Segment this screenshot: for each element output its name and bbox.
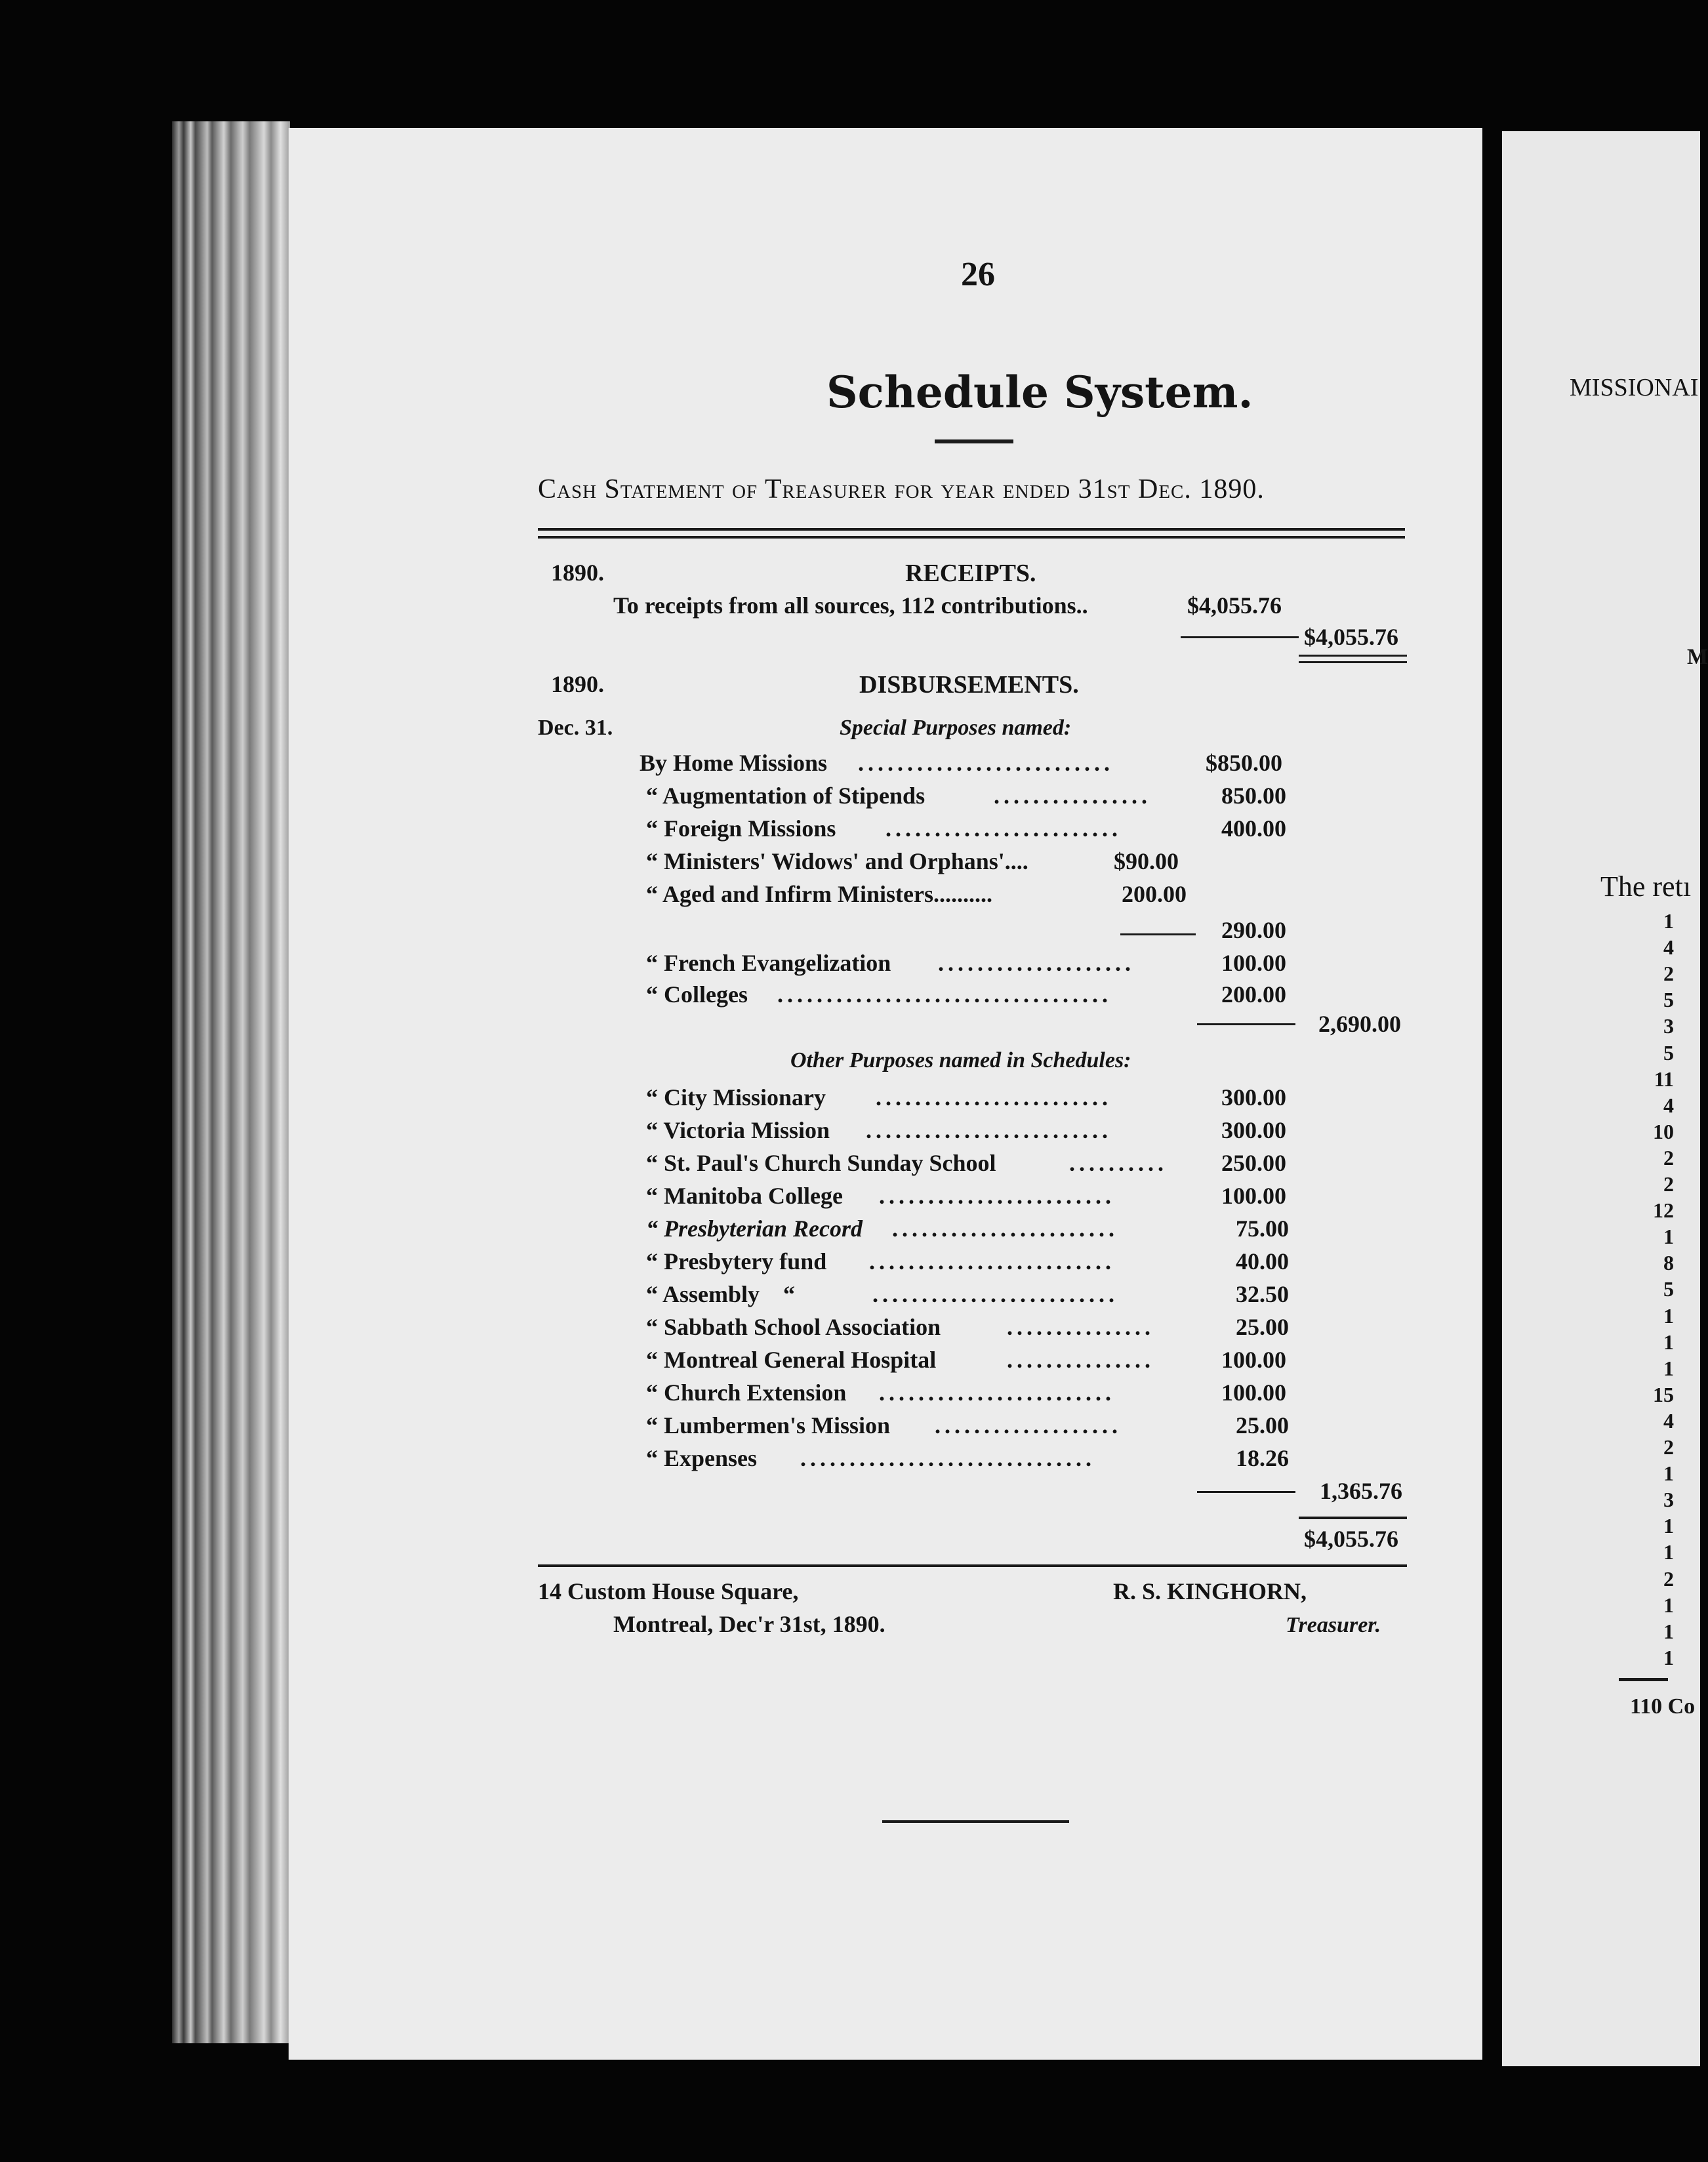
- signatory-name: R. S. KINGHORN,: [1113, 1578, 1307, 1604]
- special-item-amount: 400.00: [1221, 815, 1286, 842]
- other-total: 1,365.76: [1320, 1478, 1402, 1504]
- facing-page-number: 1: [1663, 1514, 1674, 1538]
- receipts-year: 1890.: [551, 560, 604, 586]
- leader-dots: ........................: [879, 1379, 1115, 1406]
- facing-page-number: 1: [1663, 1303, 1674, 1328]
- leader-dots: ........................: [876, 1084, 1112, 1111]
- book-edge: [172, 121, 290, 2043]
- page-number: 26: [961, 256, 995, 293]
- other-item-amount: 250.00: [1221, 1150, 1286, 1176]
- other-item-label: “ Expenses: [646, 1445, 758, 1471]
- address-line-1: 14 Custom House Square,: [538, 1578, 799, 1604]
- other-item-label: “ Victoria Mission: [646, 1117, 830, 1143]
- special-item-label: By Home Missions: [640, 750, 828, 776]
- special-item-label: “ Augmentation of Stipends: [646, 783, 925, 809]
- facing-page-number: 1: [1663, 1619, 1674, 1643]
- other-item-amount: 100.00: [1221, 1347, 1286, 1373]
- facing-page-footer: 110 Co: [1630, 1694, 1696, 1719]
- other-item-amount: 25.00: [1236, 1412, 1289, 1438]
- double-rule-bottom: [538, 536, 1405, 539]
- special-item-sub-amount: $90.00: [1114, 848, 1179, 874]
- subtotal-rule: [1120, 933, 1196, 935]
- leader-dots: ..............................: [800, 1445, 1095, 1471]
- facing-page-number: 10: [1653, 1119, 1674, 1143]
- facing-page-number: 2: [1663, 1145, 1674, 1170]
- receipts-heading: RECEIPTS.: [905, 560, 1036, 587]
- other-item-amount: 25.00: [1236, 1314, 1289, 1340]
- main-page: [289, 128, 1482, 2060]
- leader-dots: .........................: [866, 1117, 1112, 1143]
- other-total-rule: [1197, 1491, 1295, 1493]
- facing-page-number: 8: [1663, 1251, 1674, 1275]
- facing-page-number: 5: [1663, 1277, 1674, 1301]
- signatory-title: Treasurer.: [1286, 1613, 1381, 1637]
- facing-page-number: 2: [1663, 1435, 1674, 1459]
- special-item-label: “ Foreign Missions: [646, 815, 836, 842]
- end-rule: [882, 1820, 1069, 1823]
- leader-dots: ..........................: [858, 750, 1114, 776]
- facing-page-number: 2: [1663, 1172, 1674, 1196]
- facing-page-number: 1: [1663, 909, 1674, 933]
- other-item-label: “ Montreal General Hospital: [646, 1347, 937, 1373]
- other-item-label: “ Presbyterian Record: [646, 1215, 863, 1242]
- other-item-amount: 75.00: [1236, 1215, 1289, 1242]
- other-item-amount: 18.26: [1236, 1445, 1289, 1471]
- facing-page-number: 1: [1663, 1540, 1674, 1564]
- other-item-label: “ Lumbermen's Mission: [646, 1412, 891, 1438]
- special-item-amount: 850.00: [1221, 783, 1286, 809]
- facing-page-number: 12: [1653, 1198, 1674, 1223]
- other-item-label: “ Church Extension: [646, 1379, 847, 1406]
- receipts-total-rule-2: [1299, 661, 1407, 663]
- title-underline: [935, 439, 1013, 443]
- facing-page-number: 11: [1654, 1067, 1674, 1091]
- facing-page-number: 1: [1663, 1356, 1674, 1380]
- facing-page: [1502, 131, 1708, 2066]
- facing-page-number: 2: [1663, 962, 1674, 986]
- page-title: Schedule System.: [826, 367, 1253, 418]
- special-item-label: “ French Evangelization: [646, 950, 891, 976]
- facing-page-number: 5: [1663, 988, 1674, 1012]
- disbursements-date: Dec. 31.: [538, 716, 613, 740]
- special-item-label: “ Colleges: [646, 981, 748, 1008]
- facing-page-number: 1: [1663, 1330, 1674, 1354]
- other-item-amount: 32.50: [1236, 1281, 1289, 1307]
- facing-page-number: 1: [1663, 1645, 1674, 1669]
- leader-dots: .......................: [892, 1215, 1118, 1242]
- disbursements-year: 1890.: [551, 671, 604, 697]
- other-item-amount: 100.00: [1221, 1379, 1286, 1406]
- other-item-amount: 300.00: [1221, 1084, 1286, 1111]
- leader-dots: ........................: [885, 815, 1122, 842]
- receipts-total: $4,055.76: [1304, 624, 1398, 650]
- other-item-label: “ City Missionary: [646, 1084, 826, 1111]
- special-total-rule: [1197, 1023, 1295, 1025]
- other-item-amount: 300.00: [1221, 1117, 1286, 1143]
- facing-page-number: 4: [1663, 935, 1674, 960]
- receipts-line-label: To receipts from all sources, 112 contributions..: [613, 592, 1088, 619]
- receipts-total-rule-1: [1299, 655, 1407, 657]
- double-rule-top: [538, 528, 1405, 531]
- other-item-label: “ Presbytery fund: [646, 1248, 827, 1275]
- leader-dots: ..........: [1069, 1150, 1168, 1176]
- other-item-label: “ Sabbath School Association: [646, 1314, 941, 1340]
- facing-page-number: 4: [1663, 1093, 1674, 1117]
- special-item-amount: 200.00: [1221, 981, 1286, 1008]
- facing-page-number: 1: [1663, 1461, 1674, 1486]
- special-item-amount: 290.00: [1221, 917, 1286, 943]
- special-item-label: “ Aged and Infirm Ministers..........: [646, 881, 993, 907]
- leader-dots: ..................................: [777, 981, 1112, 1008]
- grand-total-rule: [1299, 1517, 1407, 1519]
- leader-dots: .........................: [869, 1248, 1115, 1275]
- facing-page-header: MISSIONAI: [1570, 374, 1699, 401]
- leader-dots: ....................: [938, 950, 1135, 976]
- facing-page-letter: M: [1687, 645, 1708, 669]
- special-purposes-heading: Special Purposes named:: [840, 716, 1072, 740]
- leader-dots: ...............: [1007, 1314, 1154, 1340]
- leader-dots: ...................: [935, 1412, 1122, 1438]
- subtitle: Cash Statement of Treasurer for year ended 31st Dec. 1890.: [538, 474, 1265, 504]
- other-item-amount: 100.00: [1221, 1183, 1286, 1209]
- receipts-line-amount: $4,055.76: [1187, 592, 1282, 619]
- special-item-amount: 100.00: [1221, 950, 1286, 976]
- footer-rule: [538, 1564, 1407, 1567]
- other-item-label: “ Manitoba College: [646, 1183, 843, 1209]
- other-purposes-heading: Other Purposes named in Schedules:: [790, 1048, 1131, 1072]
- leader-dots: .........................: [872, 1281, 1118, 1307]
- receipts-subtotal-rule: [1181, 636, 1299, 638]
- facing-page-number: 1: [1663, 1225, 1674, 1249]
- disbursements-heading: DISBURSEMENTS.: [859, 671, 1079, 699]
- facing-page-number: 2: [1663, 1566, 1674, 1591]
- other-item-amount: 40.00: [1236, 1248, 1289, 1275]
- other-item-label: “ Assembly “: [646, 1281, 796, 1307]
- facing-page-text: The retı: [1600, 870, 1692, 903]
- grand-total: $4,055.76: [1304, 1526, 1398, 1552]
- facing-page-total-rule: [1619, 1678, 1668, 1681]
- facing-page-number: 15: [1653, 1382, 1674, 1406]
- special-item-amount: $850.00: [1206, 750, 1282, 776]
- special-item-label: “ Ministers' Widows' and Orphans'....: [646, 848, 1028, 874]
- special-item-sub-amount: 200.00: [1122, 881, 1187, 907]
- leader-dots: ........................: [879, 1183, 1115, 1209]
- facing-page-number: 3: [1663, 1488, 1674, 1512]
- facing-page-number: 3: [1663, 1014, 1674, 1038]
- leader-dots: ...............: [1007, 1347, 1154, 1373]
- special-total: 2,690.00: [1318, 1011, 1401, 1037]
- leader-dots: ................: [994, 783, 1151, 809]
- address-line-2: Montreal, Dec'r 31st, 1890.: [613, 1611, 885, 1637]
- facing-page-number: 1: [1663, 1593, 1674, 1617]
- facing-page-number: 4: [1663, 1408, 1674, 1433]
- facing-page-number: 5: [1663, 1040, 1674, 1065]
- other-item-label: “ St. Paul's Church Sunday School: [646, 1150, 996, 1176]
